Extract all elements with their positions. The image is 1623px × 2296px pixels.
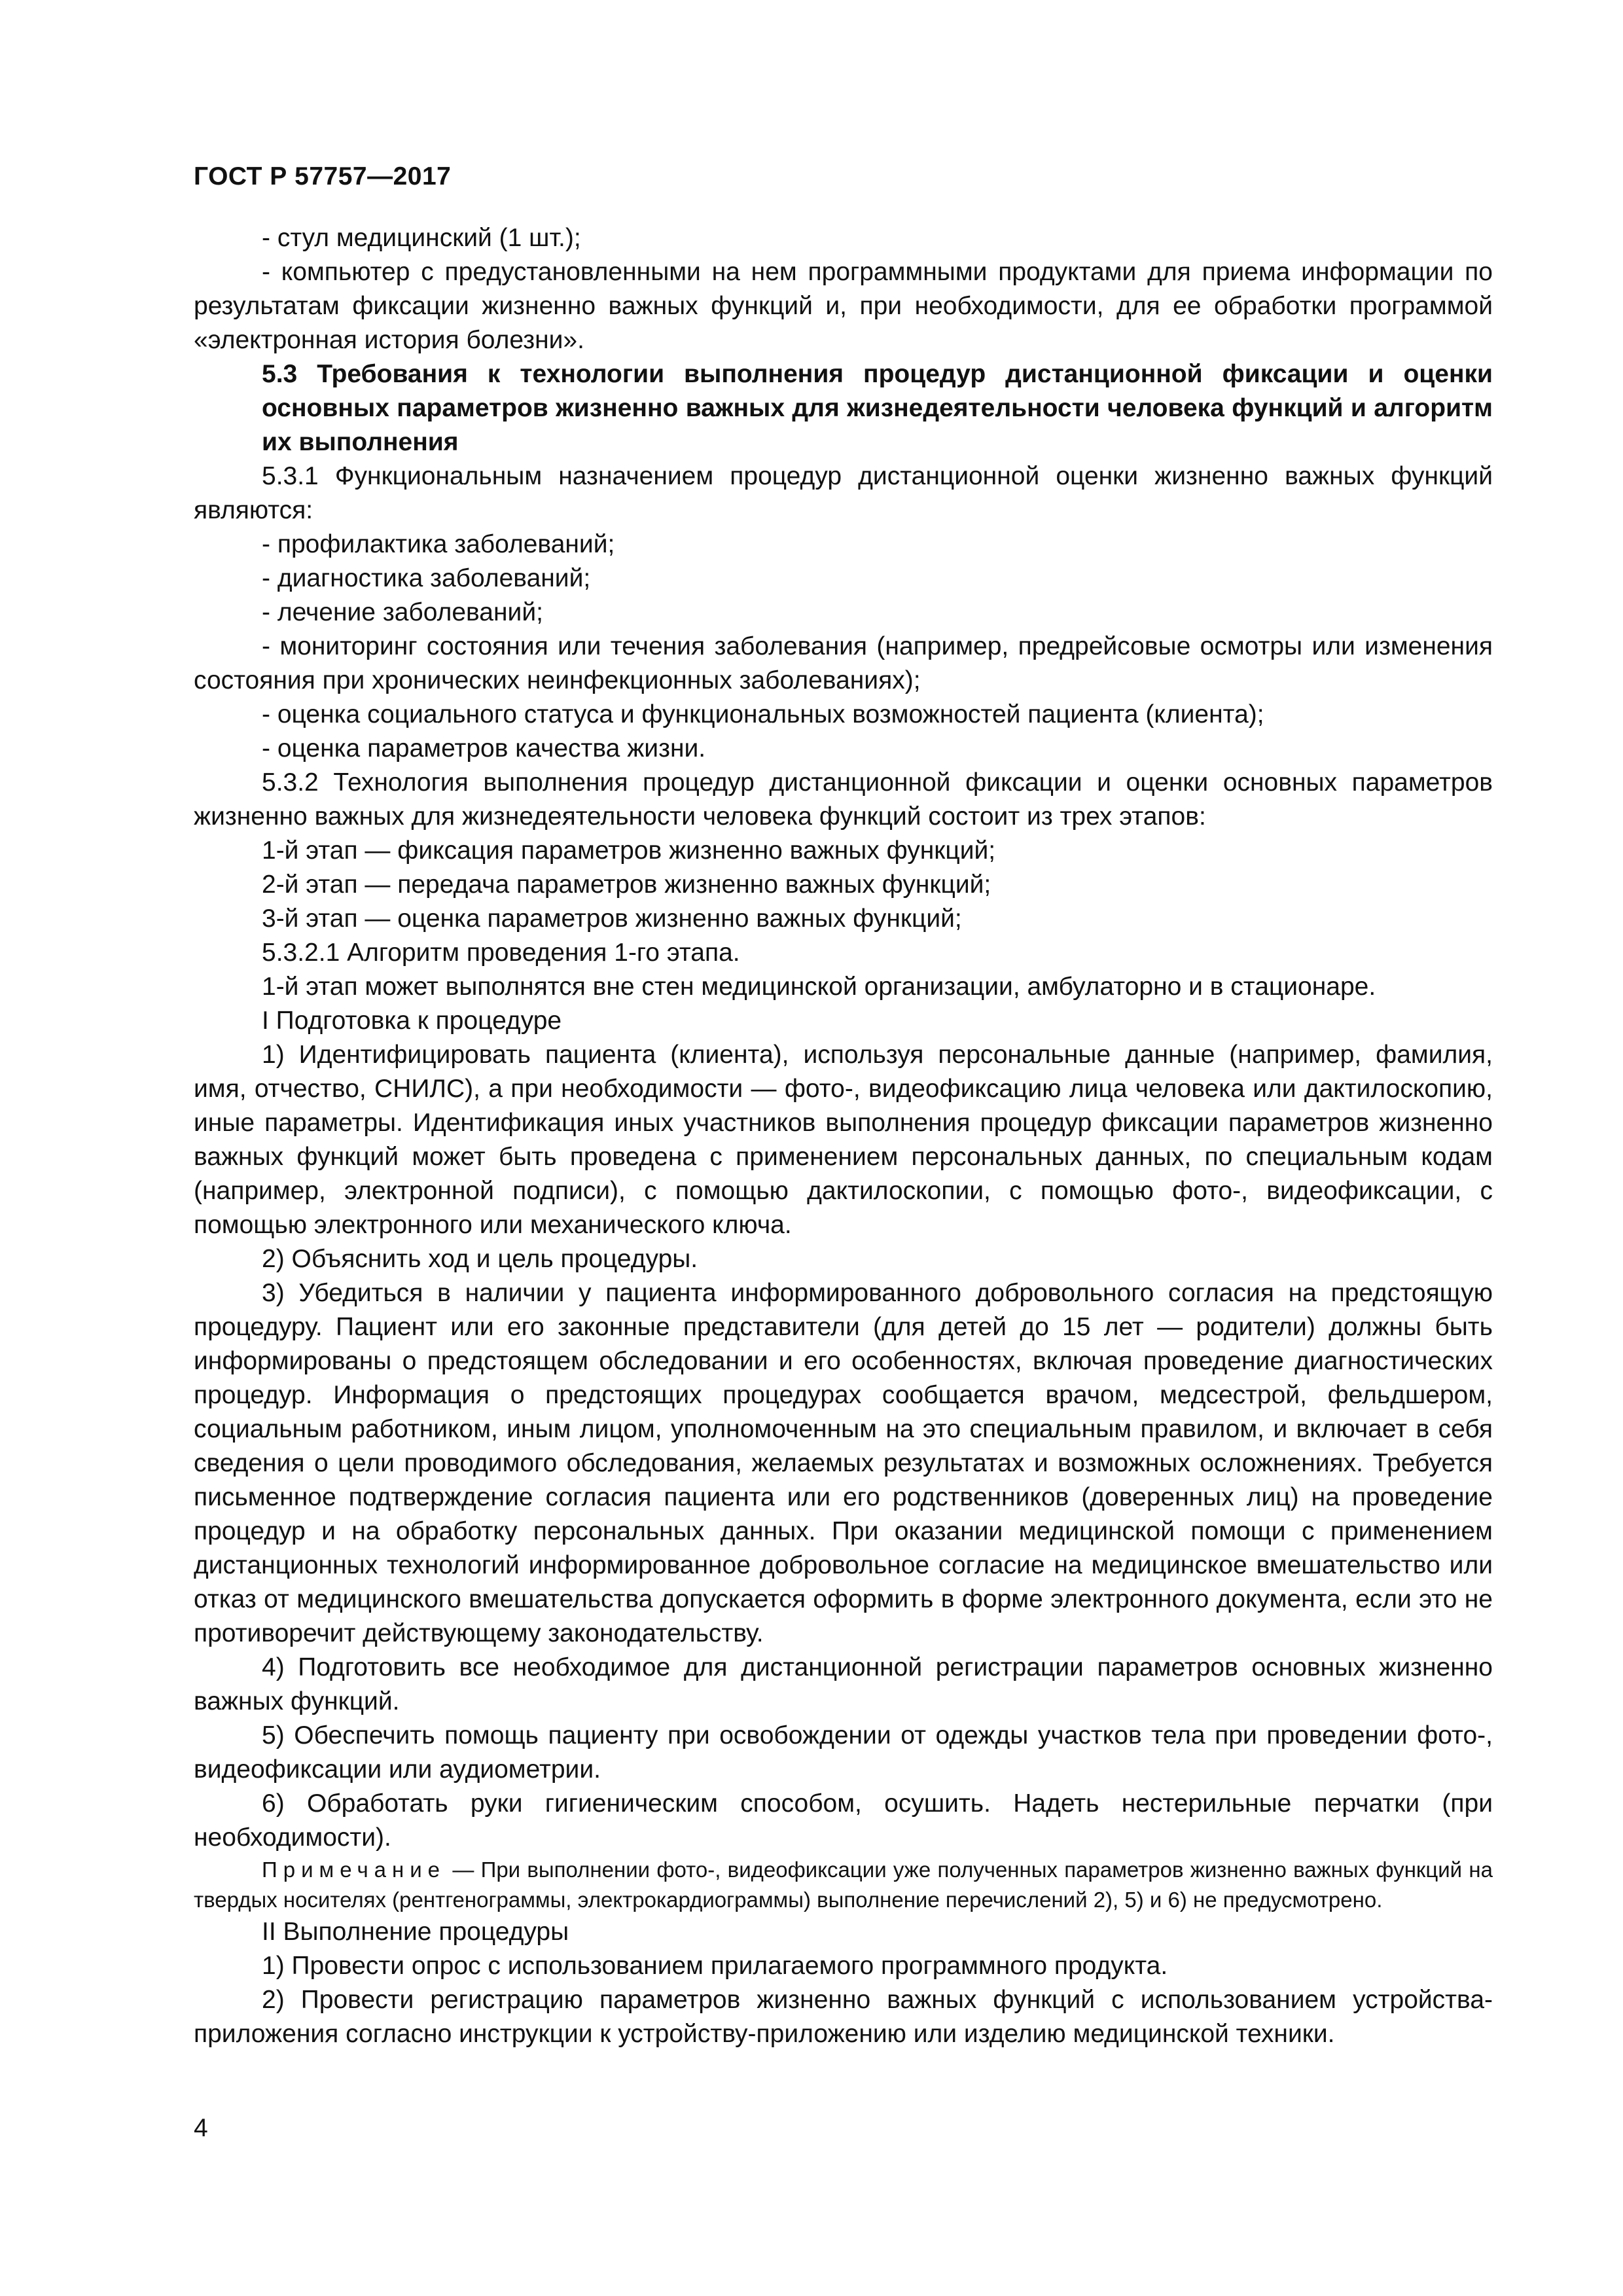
numbered-item: 4) Подготовить все необходимое для дистанционной регистрации параметров основных жизненно важных функций. bbox=[194, 1653, 1493, 1715]
paragraph: 5.3.1 Функциональным назначением процедур дистанционной оценки жизненно важных функций являются: bbox=[194, 462, 1493, 524]
subsection-title: I Подготовка к процедуре bbox=[262, 1007, 562, 1035]
document-header: ГОСТ Р 57757—2017 bbox=[194, 162, 452, 190]
list-item: - диагностика заболеваний; bbox=[262, 564, 591, 592]
numbered-item: 2) Провести регистрацию параметров жизненно важных функций с использованием устройства-приложения согласно инструкции к устройству-приложению или изделию медицинской техники. bbox=[194, 1986, 1493, 2048]
list-item: - мониторинг состояния или течения заболевания (например, предрейсовые осмотры или изменения состояния при хронических неинфекционных заболеваниях); bbox=[194, 632, 1493, 694]
paragraph: 5.3.2 Технология выполнения процедур дистанционной фиксации и оценки основных параметров жизненно важных для жизнедеятельности человека функций состоит из трех этапов: bbox=[194, 768, 1493, 831]
note-text: — При выполнении фото-, видеофиксации уже полученных параметров жизненно важных функций на твердых носителях (рентгенограммы, электрокардиограммы) выполнение перечислений 2), 5) и 6) не предусмотрено. bbox=[194, 1857, 1493, 1912]
list-item: 3-й этап — оценка параметров жизненно важных функций; bbox=[262, 905, 962, 933]
list-item: 1-й этап — фиксация параметров жизненно важных функций; bbox=[262, 836, 996, 865]
page-number: 4 bbox=[194, 2114, 208, 2142]
note bbox=[194, 1855, 1493, 1915]
numbered-item: 5) Обеспечить помощь пациенту при освобождении от одежды участков тела при проведении фото-, видеофиксации или аудиометрии. bbox=[194, 1721, 1493, 1784]
list-item: - компьютер с предустановленными на нем программными продуктами для приема информации по результатам фиксации жизненно важных функций и, при необходимости, для ее обработки программой «электронная история болезни». bbox=[194, 258, 1493, 354]
numbered-item: 1) Идентифицировать пациента (клиента), используя персональные данные (например, фамилия, имя, отчество, СНИЛС), а при необходимости — фото-, видеофиксацию лица человека или дактилоскопию, иные параметры. Идентификация иных участников выполнения процедур фиксации параметров жизненно важных функций может быть проведена с применением персональных данных, по специальным кодам (например, электронной подписи), с помощью дактилоскопии, с помощью фото-, видеофиксации, с помощью электронного или механического ключа. bbox=[194, 1041, 1493, 1239]
numbered-item: 1) Провести опрос с использованием прилагаемого программного продукта. bbox=[262, 1952, 1168, 1980]
list-item: - профилактика заболеваний; bbox=[262, 530, 615, 558]
numbered-item: 6) Обработать руки гигиеническим способом, осушить. Надеть нестерильные перчатки (при необходимости). bbox=[194, 1789, 1493, 1852]
list-item: - оценка социального статуса и функциональных возможностей пациента (клиента); bbox=[262, 700, 1264, 728]
list-item: - стул медицинский (1 шт.); bbox=[262, 224, 581, 252]
list-item: - оценка параметров качества жизни. bbox=[262, 734, 706, 762]
paragraph: 5.3.2.1 Алгоритм проведения 1-го этапа. bbox=[262, 939, 740, 967]
numbered-item: 3) Убедиться в наличии у пациента информированного добровольного согласия на предстоящую процедуру. Пациент или его законные представители (для детей до 15 лет — родители) должны быть информированы о предстоящем обследовании и его особенностях, включая проведение диагностических процедур. Информация о предстоящих процедурах сообщается врачом, медсестрой, фельдшером, социальным работником, иным лицом, уполномоченным на это специальным правилом, и включает в себя сведения о цели проводимого обследования, желаемых результатах и возможных осложнениях. Требуется письменное подтверждение согласия пациента или его родственников (доверенных лиц) на проведение процедур и на обработку персональных данных. При оказании медицинской помощи с применением дистанционных технологий информированное добровольное согласие на медицинское вмешательство или отказ от медицинского вмешательства допускается оформить в форме электронного документа, если это не противоречит действующему законодательству. bbox=[194, 1279, 1493, 1647]
list-item: - лечение заболеваний; bbox=[262, 598, 543, 626]
list-item: 2-й этап — передача параметров жизненно важных функций; bbox=[262, 870, 991, 899]
numbered-item: 2) Объяснить ход и цель процедуры. bbox=[262, 1245, 698, 1273]
note-label: Примечание bbox=[262, 1857, 446, 1882]
paragraph: 1-й этап может выполнятся вне стен медицинской организации, амбулаторно и в стационаре. bbox=[262, 973, 1376, 1001]
document-body bbox=[194, 221, 1493, 2051]
section-heading: 5.3 Требования к технологии выполнения процедур дистанционной фиксации и оценки основных параметров жизненно важных для жизнедеятельности человека функций и алгоритм их выполнения bbox=[262, 360, 1493, 456]
subsection-title: II Выполнение процедуры bbox=[262, 1918, 569, 1946]
